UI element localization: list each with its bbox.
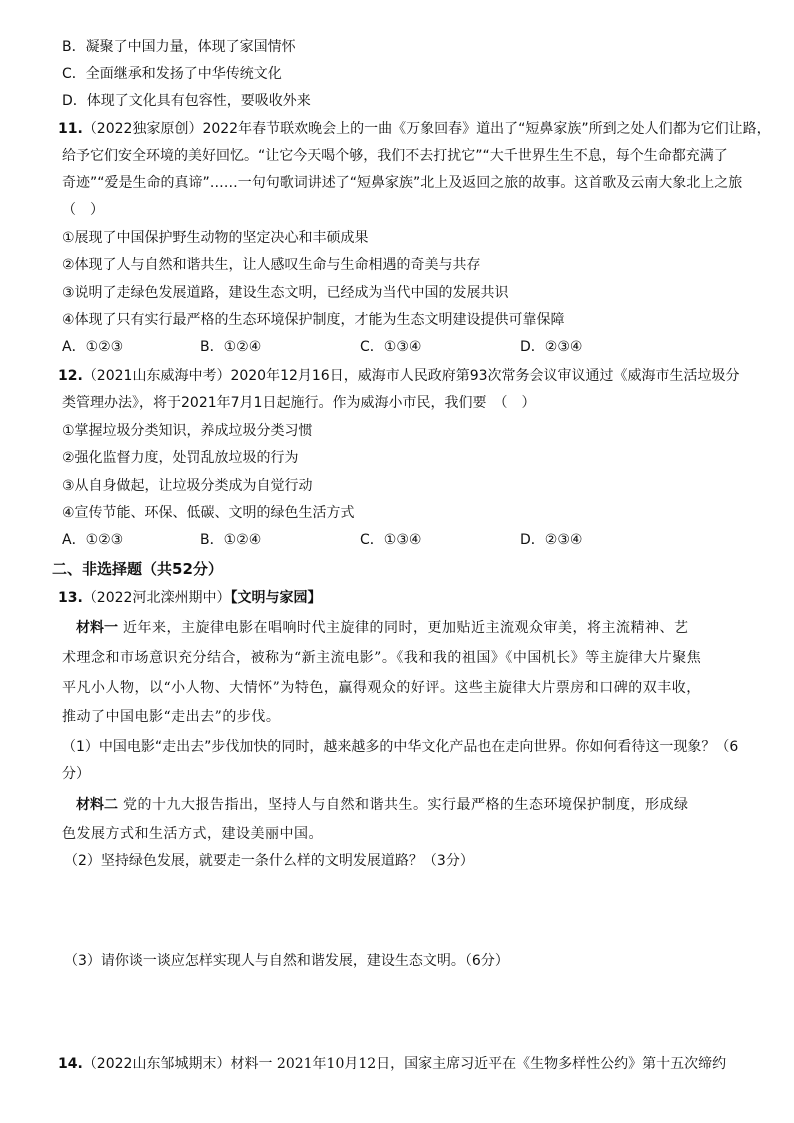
q13-number: 13.	[58, 590, 83, 606]
q14-material1-label: 材料一	[230, 1056, 273, 1072]
q12-source: （2021山东威海中考）	[82, 368, 231, 384]
q12-item-3: ③从自身做起，让垃圾分类成为自觉行动	[62, 478, 313, 494]
q12-choice-d: D．②③④	[520, 532, 583, 548]
q13-source: （2022河北滦州期中）	[82, 590, 231, 606]
q13-header	[58, 588, 321, 608]
q12-choice-c: C．①③④	[360, 532, 422, 548]
q10-option-c: C．全面继承和发扬了中华传统文化	[62, 66, 282, 82]
q11-stem-line2: 给予它们安全环境的美好回忆。“让它今天喝个够，我们不去打扰它”“大千世界生生不息，每个生命都充满了	[62, 148, 728, 164]
q11-choice-a: A．①②③	[62, 339, 124, 355]
q14-number: 14.	[58, 1056, 83, 1072]
q13-sub3: （3）请你谈一谈应怎样实现人与自然和谐发展，建设生态文明。（6分）	[64, 953, 509, 969]
q12-text-line1: 2020年12月16日，威海市人民政府第93次常务会议审议通过《威海市生活垃圾分	[230, 368, 740, 384]
q13-material1-line4: 推动了中国电影“走出去”的步伐。	[62, 709, 281, 725]
q12-stem-line2: 类管理办法》，将于2021年7月1日起施行。作为威海小市民，我们要 （ ）	[62, 395, 536, 411]
q12-item-4: ④宣传节能、环保、低碳、文明的绿色生活方式	[62, 505, 355, 521]
q13-sub1-line1: （1）中国电影“走出去”步伐加快的同时，越来越多的中华文化产品也在走向世界。你如何看待这一现象？（6	[62, 739, 739, 755]
q11-number: 11.	[58, 121, 83, 137]
q12-item-2: ②强化监督力度，处罚乱放垃圾的行为	[62, 450, 299, 466]
q13-material2-line2: 色发展方式和生活方式，建设美丽中国。	[62, 826, 323, 842]
q11-item-3: ③说明了走绿色发展道路，建设生态文明，已经成为当代中国的发展共识	[62, 285, 509, 301]
q12-stem-line1	[58, 366, 740, 386]
q14-text-line1: 2021年10月12日，国家主席习近平在《生物多样性公约》第十五次缔约	[276, 1056, 727, 1072]
q13-material2-line1	[76, 795, 688, 815]
q11-item-1: ①展现了中国保护野生动物的坚定决心和丰硕成果	[62, 230, 369, 246]
q10-option-b: B．凝聚了中国力量，体现了家国情怀	[62, 39, 296, 55]
q13-material1-line2: 术理念和市场意识充分结合，被称为“新主流电影”。《我和我的祖国》《中国机长》等主旋律大片聚焦	[62, 650, 702, 666]
q13-sub1-line2: 分）	[62, 766, 90, 782]
q13-material1-line3: 平凡小人物，以“小人物、大情怀”为特色，赢得观众的好评。这些主旋律大片票房和口碑的双丰收，	[62, 680, 701, 696]
q13-material1-text1: 近年来，主旋律电影在唱响时代主旋律的同时，更加贴近主流观众审美，将主流精神、艺	[122, 620, 689, 636]
q13-material2-label: 材料二	[76, 797, 118, 813]
q11-item-4: ④体现了只有实行最严格的生态环境保护制度，才能为生态文明建设提供可靠保障	[62, 312, 565, 328]
q13-tag: 【文明与家园】	[230, 590, 322, 606]
q11-choice-c: C．①③④	[360, 339, 422, 355]
q11-choice-b: B．①②④	[200, 339, 262, 355]
q12-item-1: ①掌握垃圾分类知识，养成垃圾分类习惯	[62, 423, 313, 439]
q11-item-2: ②体现了人与自然和谐共生，让人感叹生命与生命相遇的奇美与共存	[62, 257, 481, 273]
q14-source: （2022山东邹城期末）	[82, 1056, 231, 1072]
q11-stem-line3: 奇迹”“爱是生命的真谛”……一句句歌词讲述了“短鼻家族”北上及返回之旅的故事。这首歌及云南大象北上之旅	[62, 175, 743, 191]
q11-answer-blank: （ ）	[62, 202, 104, 218]
q11-text-line1: 2022年春节联欢晚会上的一曲《万象回春》道出了“短鼻家族”所到之处人们都为它们让路，	[202, 121, 771, 137]
q13-sub2: （2）坚持绿色发展，就要走一条什么样的文明发展道路？（3分）	[64, 853, 474, 869]
q11-source: （2022独家原创）	[82, 121, 203, 137]
q12-number: 12.	[58, 368, 83, 384]
q10-option-d: D．体现了文化具有包容性，要吸收外来	[62, 93, 311, 109]
q12-choice-b: B．①②④	[200, 532, 262, 548]
q11-stem-line1	[58, 119, 771, 139]
q13-material1-label: 材料一	[76, 620, 118, 636]
q13-material1-line1	[76, 618, 688, 638]
q11-choice-d: D．②③④	[520, 339, 583, 355]
section-heading: 二、非选择题（共52分）	[52, 560, 223, 578]
q14-stem-line1	[58, 1054, 726, 1074]
q13-material2-text1: 党的十九大报告指出，坚持人与自然和谐共生。实行最严格的生态环境保护制度，形成绿	[122, 797, 689, 813]
q12-choice-a: A．①②③	[62, 532, 124, 548]
